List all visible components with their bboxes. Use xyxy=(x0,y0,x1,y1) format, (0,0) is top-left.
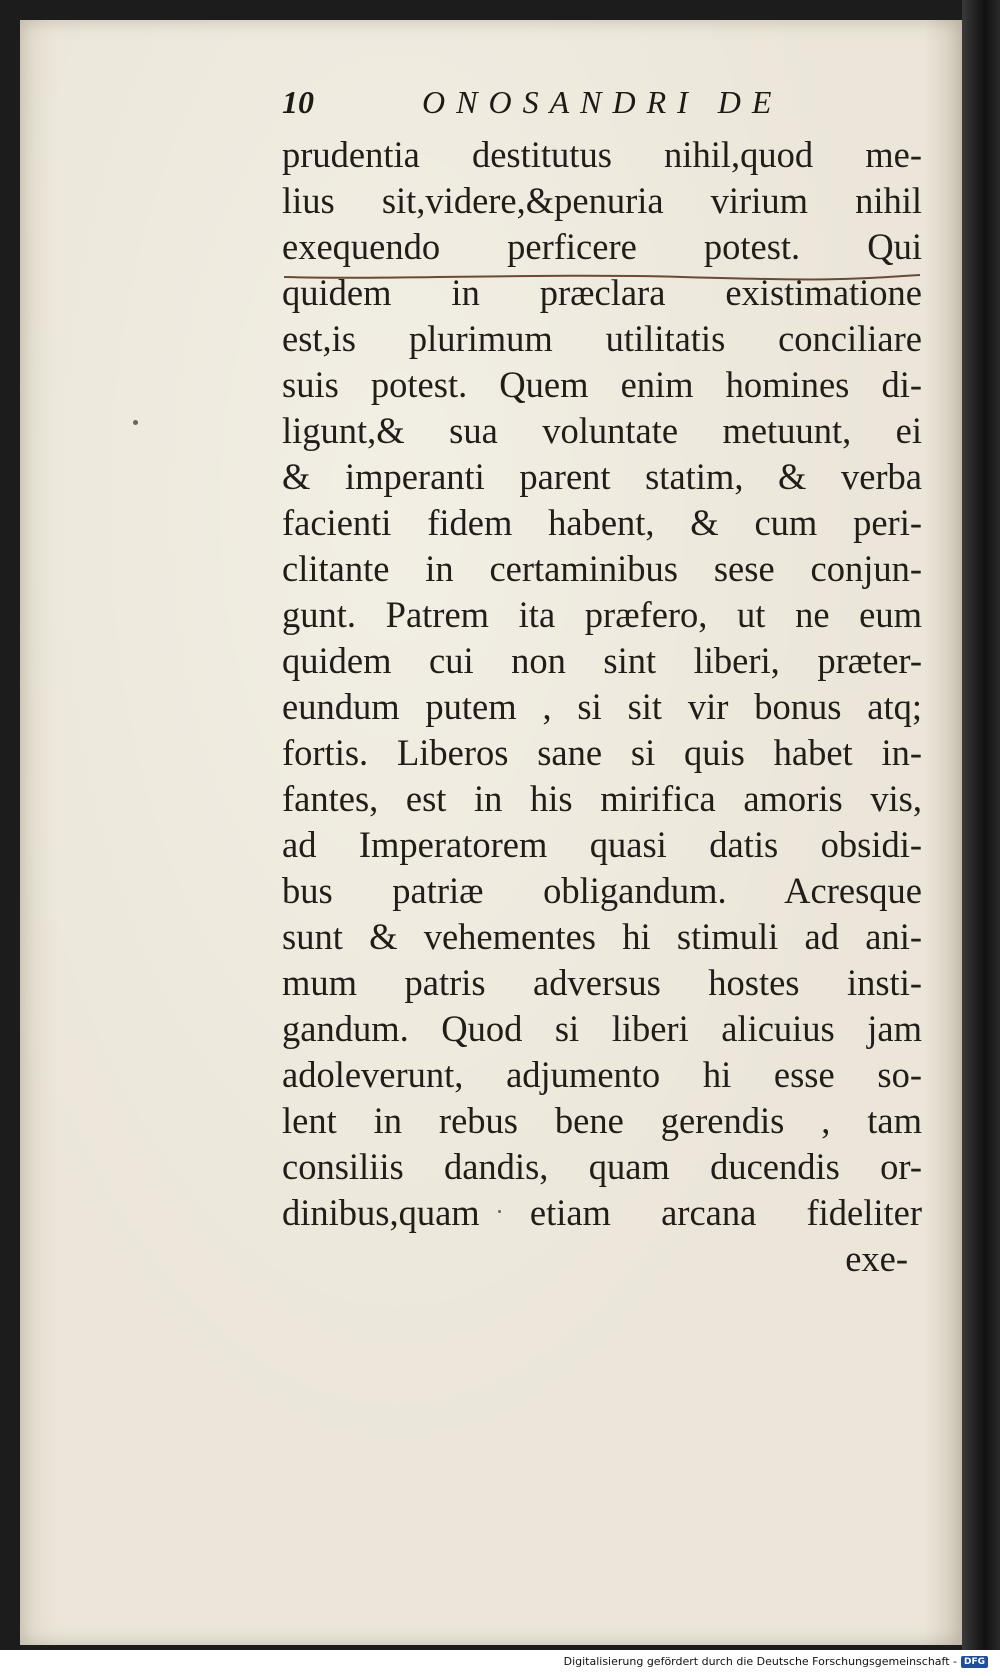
text-line: adoleverunt, adjumento hi esse so- xyxy=(282,1054,922,1095)
folio-number: 10 xyxy=(282,84,314,120)
text-line: fantes, est in his mirifica amoris vis, xyxy=(282,778,922,819)
text-line: eundum putem , si sit vir bonus atq; xyxy=(282,686,922,727)
text-line: & imperanti parent statim, & verba xyxy=(282,456,922,497)
body-text xyxy=(282,132,922,1282)
text-line: clitante in certaminibus sese conjun- xyxy=(282,548,922,589)
text-line: est,is plurimum utilitatis conciliare xyxy=(282,318,922,359)
text-line: suis potest. Quem enim homines di- xyxy=(282,364,922,405)
text-line: facienti fidem habent, & cum peri- xyxy=(282,502,922,543)
text-line: ligunt,& sua voluntate metuunt, ei xyxy=(282,410,922,451)
text-line: prudentia destitutus nihil,quod me- xyxy=(282,134,922,175)
digitization-credit xyxy=(564,1655,988,1668)
book-edge-shadow xyxy=(962,0,1000,1650)
text-line: dinibus,quam etiam arcana fideliter xyxy=(282,1192,922,1233)
text-line: sunt & vehementes hi stimuli ad ani- xyxy=(282,916,922,957)
text-line: lius sit,videre,&penuria virium nihil xyxy=(282,180,922,221)
text-line: bus patriæ obligandum. Acresque xyxy=(282,870,922,911)
running-title: ONOSANDRI DE xyxy=(422,84,783,120)
text-line: lent in rebus bene gerendis , tam xyxy=(282,1100,922,1141)
text-line: mum patris adversus hostes insti- xyxy=(282,962,922,1003)
text-line: gunt. Patrem ita præfero, ut ne eum xyxy=(282,594,922,635)
text-line: gandum. Quod si liberi alicuius jam xyxy=(282,1008,922,1049)
text-line: fortis. Liberos sane si quis habet in- xyxy=(282,732,922,773)
margin-speck xyxy=(133,420,138,425)
credit-text: Digitalisierung gefördert durch die Deutsche Forschungsgemeinschaft - xyxy=(563,1655,957,1668)
text-line: quidem cui non sint liberi, præter- xyxy=(282,640,922,681)
text-line: consiliis dandis, quam ducendis or- xyxy=(282,1146,922,1187)
text-line: ad Imperatorem quasi datis obsidi- xyxy=(282,824,922,865)
text-line: exequendo perficere potest. Qui xyxy=(282,226,922,267)
running-head xyxy=(282,84,842,134)
dfg-logo-icon: DFG xyxy=(961,1656,988,1668)
catchword: exe- xyxy=(845,1238,908,1279)
text-line: quidem in præclara existimatione xyxy=(282,272,922,313)
